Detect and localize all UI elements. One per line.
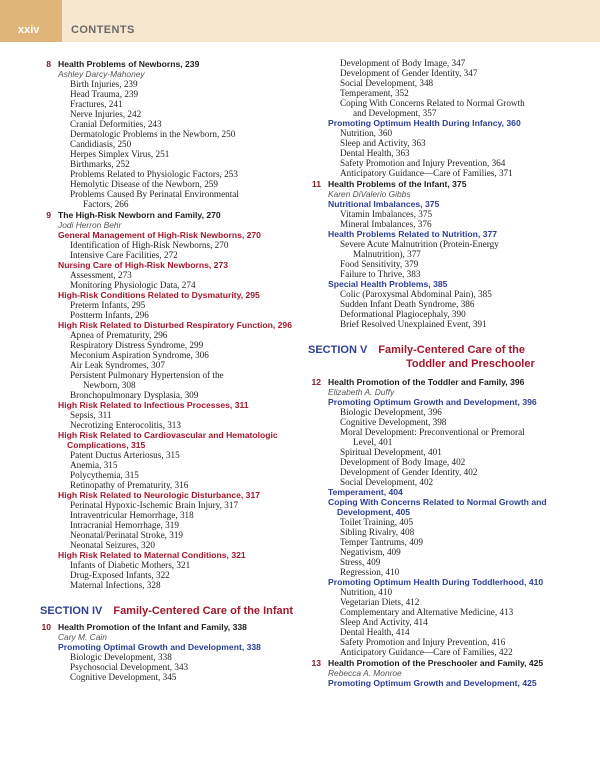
unit-title-line2: Toddler and Preschooler	[406, 358, 535, 370]
topic-entry: Development of Body Image, 347	[340, 58, 466, 68]
topic-entry: Sepsis, 311	[70, 410, 112, 420]
topic-entry: Necrotizing Enterocolitis, 313	[70, 420, 181, 430]
chapter-entry	[308, 658, 570, 668]
chapter-title: Health Promotion of the Preschooler and Family, 425	[328, 658, 544, 668]
topic-entry: Complementary and Alternative Medicine, 413	[340, 607, 514, 617]
topic-entry: Respiratory Distress Syndrome, 299	[70, 340, 204, 350]
chapter-title: Health Problems of Newborns, 239	[58, 59, 200, 69]
topic-entry: Dermatologic Problems in the Newborn, 250	[70, 129, 236, 139]
topic-entry-continued: Malnutrition), 377	[353, 249, 421, 259]
topic-entry: Biologic Development, 338	[70, 652, 172, 662]
chapter-number: 12	[311, 377, 321, 387]
topic-entry: Food Sensitivity, 379	[340, 259, 419, 269]
topic-entry: Dental Health, 363	[340, 148, 410, 158]
topic-entry: Neonatal/Perinatal Stroke, 319	[70, 530, 184, 540]
topic-entry: Cranial Deformities, 243	[70, 119, 162, 129]
topic-entry: Perinatal Hypoxic-Ischemic Brain Injury, 317	[70, 500, 239, 510]
topic-entry: Intraventricular Hemorrhage, 318	[70, 510, 194, 520]
topic-entry: Colic (Paroxysmal Abdominal Pain), 385	[340, 289, 492, 299]
page-number: xxiv	[18, 24, 40, 36]
topic-entry: Vegetarian Diets, 412	[340, 597, 420, 607]
section-heading: Special Health Problems, 385	[328, 279, 448, 289]
topic-entry: Severe Acute Malnutrition (Protein-Energy	[340, 239, 499, 249]
chapter-author: Cary M. Cain	[58, 632, 107, 642]
topic-entry: Identification of High-Risk Newborns, 270	[70, 240, 229, 250]
topic-entry: Moral Development: Preconventional or Premoral	[340, 427, 525, 437]
topic-entry: Development of Gender Identity, 402	[340, 467, 478, 477]
chapter-author: Elizabeth A. Duffy	[328, 387, 395, 397]
topic-entry: Maternal Infections, 328	[70, 580, 161, 590]
section-heading: Promoting Optimum Growth and Development, 396	[328, 397, 537, 407]
topic-entry: Herpes Simplex Virus, 251	[70, 149, 170, 159]
topic-entry: Negativism, 409	[340, 547, 401, 557]
section-heading: High Risk Related to Disturbed Respiratory Function, 296	[58, 320, 292, 330]
topic-entry: Retinopathy of Prematurity, 316	[70, 480, 189, 490]
topic-entry: Drug-Exposed Infants, 322	[70, 570, 170, 580]
topic-entry: Nutrition, 360	[340, 128, 393, 138]
topic-entry: Cognitive Development, 345	[70, 672, 177, 682]
chapter-title: Health Problems of the Infant, 375	[328, 179, 467, 189]
topic-entry: Postterm Infants, 296	[70, 310, 149, 320]
topic-entry: Dental Health, 414	[340, 627, 410, 637]
unit-title: Family-Centered Care of the Infant	[113, 605, 294, 617]
chapter-author: Jodi Herron Behr	[58, 220, 122, 230]
topic-entry: Nerve Injuries, 242	[70, 109, 142, 119]
topic-entry-continued: and Development, 357	[353, 108, 437, 118]
chapter-number: 10	[41, 622, 51, 632]
section-heading: High Risk Related to Maternal Conditions, 321	[58, 550, 246, 560]
chapter-author: Karen DiValerio Gibbs	[328, 189, 411, 199]
chapter-number: 8	[46, 59, 51, 69]
topic-entry: Polycythemia, 315	[70, 470, 139, 480]
topic-entry: Sibling Rivalry, 408	[340, 527, 415, 537]
topic-entry: Cognitive Development, 398	[340, 417, 447, 427]
unit-title: Family-Centered Care of the	[378, 344, 525, 356]
chapter-entry	[38, 622, 300, 632]
topic-entry: Regression, 410	[340, 567, 400, 577]
topic-entry: Psychosocial Development, 343	[70, 662, 189, 672]
topic-entry: Head Trauma, 239	[70, 89, 139, 99]
unit-label: SECTION V	[308, 344, 368, 356]
topic-entry: Neonatal Seizures, 320	[70, 540, 155, 550]
topic-entry: Apnea of Prematurity, 296	[70, 330, 168, 340]
topic-entry: Safety Promotion and Injury Prevention, 364	[340, 158, 506, 168]
topic-entry: Spiritual Development, 401	[340, 447, 442, 457]
topic-entry: Sleep and Activity, 363	[340, 138, 426, 148]
topic-entry: Sudden Infant Death Syndrome, 386	[340, 299, 475, 309]
section-heading: Nutritional Imbalances, 375	[328, 199, 440, 209]
topic-entry: Safety Promotion and Injury Prevention, 416	[340, 637, 506, 647]
topic-entry: Assessment, 273	[70, 270, 132, 280]
topic-entry: Failure to Thrive, 383	[340, 269, 421, 279]
toc-right-column	[308, 58, 570, 688]
chapter-number: 11	[311, 179, 321, 189]
section-heading: High Risk Related to Cardiovascular and Hematologic	[58, 430, 278, 440]
topic-entry: Development of Body Image, 402	[340, 457, 466, 467]
topic-entry: Intracranial Hemorrhage, 319	[70, 520, 179, 530]
page-number-tab	[0, 0, 62, 42]
chapter-title: Health Promotion of the Toddler and Family, 396	[328, 377, 525, 387]
chapter-entry	[308, 377, 570, 387]
topic-entry: Vitamin Imbalances, 375	[340, 209, 433, 219]
topic-entry: Problems Caused By Perinatal Environmental	[70, 189, 239, 199]
topic-entry: Problems Related to Physiologic Factors, 253	[70, 169, 238, 179]
section-heading: Promoting Optimum Health During Infancy, 360	[328, 118, 521, 128]
topic-entry: Coping With Concerns Related to Normal Growth	[340, 98, 525, 108]
section-heading: Promoting Optimum Health During Toddlerhood, 410	[328, 577, 544, 587]
topic-entry: Anemia, 315	[70, 460, 118, 470]
section-heading: High Risk Related to Infectious Processes, 311	[58, 400, 249, 410]
topic-entry: Development of Gender Identity, 347	[340, 68, 478, 78]
topic-entry: Preterm Infants, 295	[70, 300, 146, 310]
topic-entry: Social Development, 348	[340, 78, 434, 88]
topic-entry: Anticipatory Guidance—Care of Families, 371	[340, 168, 513, 178]
topic-entry: Social Development, 402	[340, 477, 434, 487]
running-head-title: CONTENTS	[71, 24, 135, 36]
topic-entry: Patent Ductus Arteriosus, 315	[70, 450, 180, 460]
topic-entry: Temper Tantrums, 409	[340, 537, 423, 547]
topic-entry: Candidiasis, 250	[70, 139, 132, 149]
topic-entry: Sleep And Activity, 414	[340, 617, 428, 627]
section-heading: Promoting Optimum Growth and Development, 425	[328, 678, 537, 688]
chapter-author: Ashley Darcy-Mahoney	[58, 69, 145, 79]
section-heading: Temperament, 404	[328, 487, 403, 497]
unit-heading	[308, 343, 570, 371]
section-heading: High-Risk Conditions Related to Dysmaturity, 295	[58, 290, 260, 300]
section-heading: High Risk Related to Neurologic Disturbance, 317	[58, 490, 260, 500]
topic-entry: Temperament, 352	[340, 88, 409, 98]
topic-entry: Nutrition, 410	[340, 587, 393, 597]
chapter-number: 9	[46, 210, 51, 220]
chapter-title: The High-Risk Newborn and Family, 270	[58, 210, 221, 220]
section-heading-continued: Development, 405	[337, 507, 411, 517]
section-heading-continued: Complications, 315	[67, 440, 146, 450]
topic-entry-continued: Factors, 266	[83, 199, 129, 209]
section-heading: Nursing Care of High-Risk Newborns, 273	[58, 260, 228, 270]
chapter-author: Rebecca A. Monroe	[328, 668, 402, 678]
topic-entry: Intensive Care Facilities, 272	[70, 250, 178, 260]
topic-entry: Air Leak Syndromes, 307	[70, 360, 165, 370]
topic-entry: Stress, 409	[340, 557, 381, 567]
section-heading: General Management of High-Risk Newborns, 270	[58, 230, 261, 240]
chapter-entry	[38, 59, 300, 69]
chapter-entry	[38, 210, 300, 220]
section-heading: Health Problems Related to Nutrition, 377	[328, 229, 498, 239]
topic-entry: Persistent Pulmonary Hypertension of the	[70, 370, 224, 380]
section-heading: Promoting Optimal Growth and Development, 338	[58, 642, 261, 652]
topic-entry: Birth Injuries, 239	[70, 79, 138, 89]
topic-entry: Deformational Plagiocephaly, 390	[340, 309, 466, 319]
unit-label: SECTION IV	[40, 605, 103, 617]
topic-entry: Mineral Imbalances, 376	[340, 219, 432, 229]
topic-entry: Biologic Development, 396	[340, 407, 442, 417]
topic-entry: Anticipatory Guidance—Care of Families, 422	[340, 647, 513, 657]
topic-entry: Birthmarks, 252	[70, 159, 130, 169]
chapter-title: Health Promotion of the Infant and Family, 338	[58, 622, 247, 632]
page-header	[0, 0, 600, 50]
topic-entry: Fractures, 241	[70, 99, 123, 109]
topic-entry: Infants of Diabetic Mothers, 321	[70, 560, 191, 570]
topic-entry: Monitoring Physiologic Data, 274	[70, 280, 196, 290]
topic-entry: Toilet Training, 405	[340, 517, 414, 527]
topic-entry-continued: Newborn, 308	[83, 380, 136, 390]
toc-left-column	[38, 58, 300, 682]
topic-entry: Bronchopulmonary Dysplasia, 309	[70, 390, 199, 400]
topic-entry-continued: Level, 401	[353, 437, 393, 447]
chapter-entry	[308, 179, 570, 189]
topic-entry: Brief Resolved Unexplained Event, 391	[340, 319, 487, 329]
section-heading: Coping With Concerns Related to Normal Growth and	[328, 497, 547, 507]
chapter-number: 13	[311, 658, 321, 668]
topic-entry: Hemolytic Disease of the Newborn, 259	[70, 179, 218, 189]
unit-heading	[38, 604, 300, 618]
topic-entry: Meconium Aspiration Syndrome, 306	[70, 350, 209, 360]
